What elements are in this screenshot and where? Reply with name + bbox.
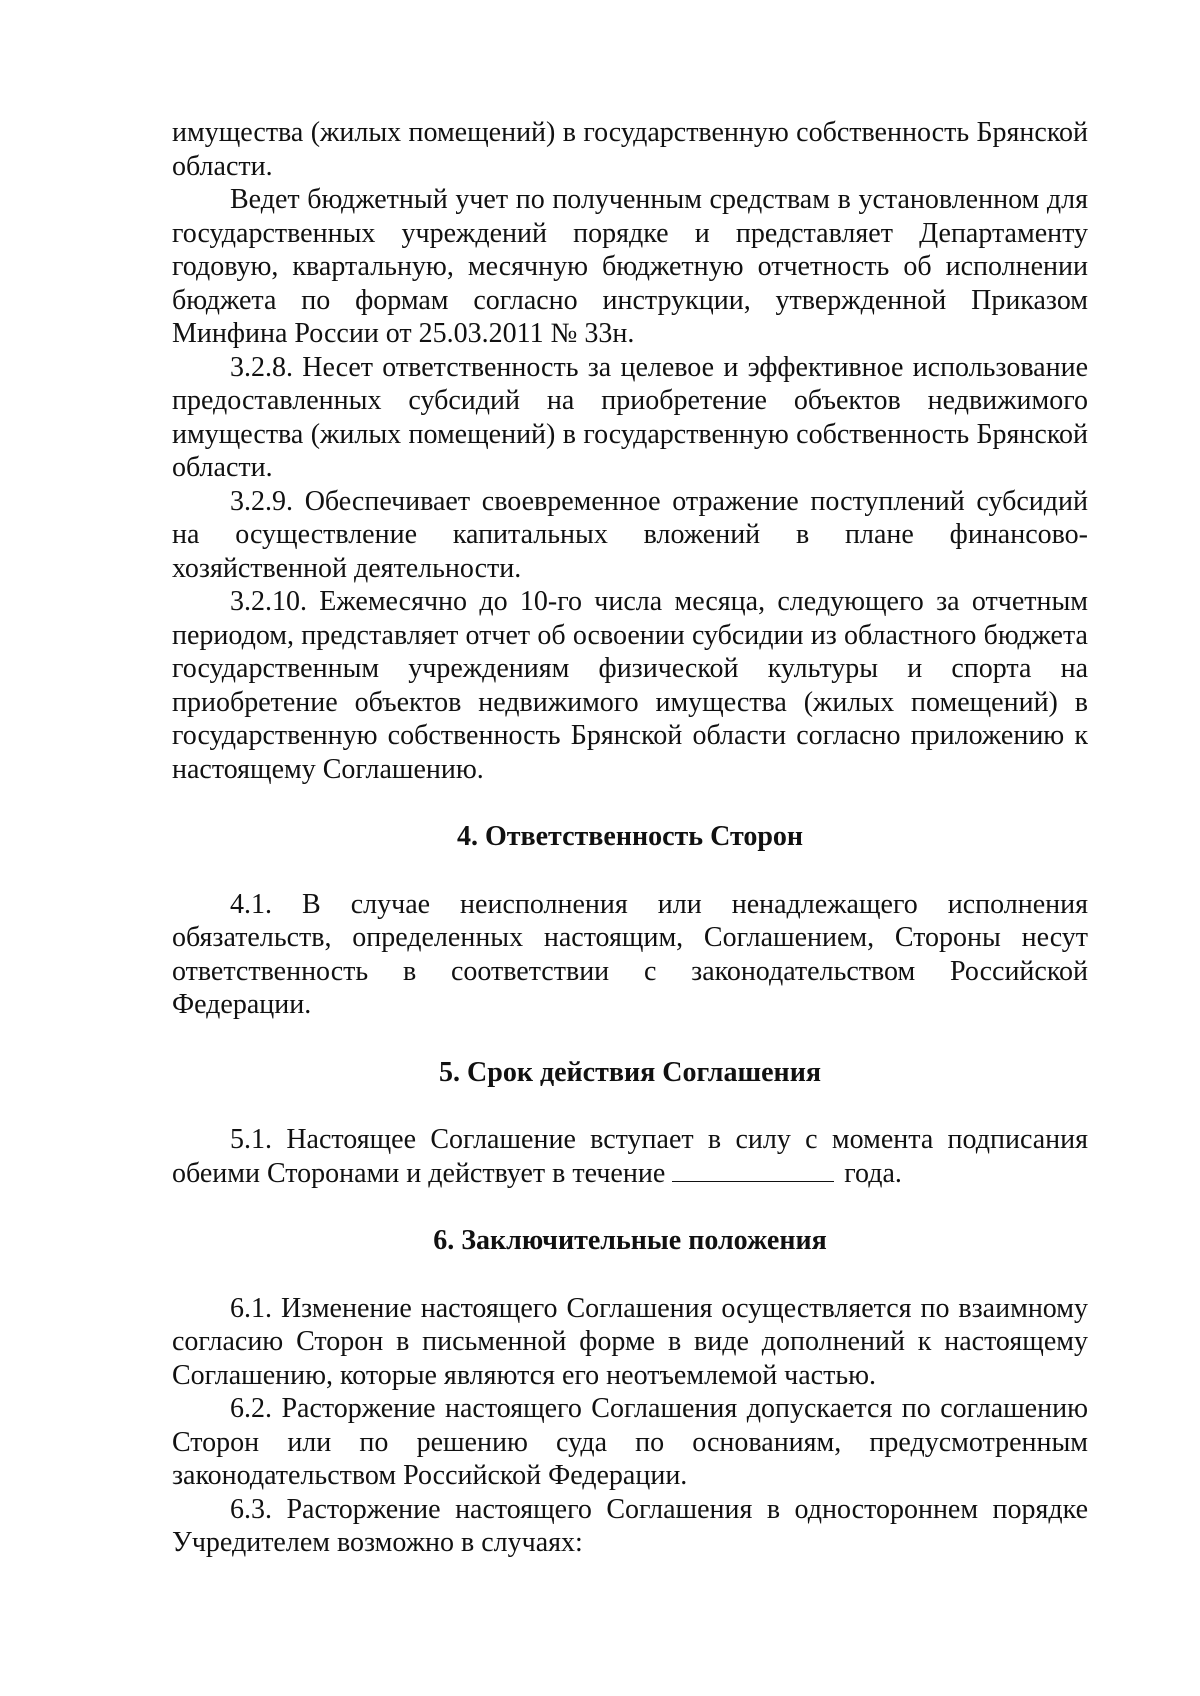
- document-body: [172, 116, 1088, 1560]
- paragraph-4-1: 4.1. В случае неисполнения или ненадлежащего исполнения обязательств, определенных настоящим, Соглашением, Стороны несут ответственность в соответствии с законодательством Российской Федерации.: [172, 888, 1088, 1020]
- section-heading-6: 6. Заключительные положения: [433, 1225, 827, 1256]
- paragraph-3-2-10: 3.2.10. Ежемесячно до 10-го числа месяца, следующего за отчетным периодом, представляет отчет об освоении субсидии из областного бюджета государственным учреждениям физической культуры и спорта на приобретение объектов недвижимого имущества (жилых помещений) в государственную собственность Брянской области согласно приложению к настоящему Соглашению.: [172, 586, 1088, 785]
- section-heading-4: 4. Ответственность Сторон: [456, 821, 804, 852]
- section-heading-5: 5. Срок действия Соглашения: [439, 1056, 821, 1088]
- term-blank-line: [672, 1157, 834, 1182]
- paragraph-3-2-9: 3.2.9. Обеспечивает своевременное отражение поступлений субсидий на осуществление капитальных вложений в плане финансово-хозяйственной деятельности.: [172, 485, 1088, 584]
- paragraph-6-2: 6.2. Расторжение настоящего Соглашения допускается по соглашению Сторон или по решению суда по основаниям, предусмотренным законодательством Российской Федерации.: [172, 1393, 1088, 1491]
- paragraph-5-1-text: 5.1. Настоящее Соглашение вступает в силу с момента подписания обеими Сторонами и действует в течение: [172, 1124, 1088, 1189]
- paragraph-carryover: имущества (жилых помещений) в государственную собственность Брянской области.: [172, 117, 1088, 182]
- paragraph-6-1: 6.1. Изменение настоящего Соглашения осуществляется по взаимному согласию Сторон в письменной форме в виде дополнений к настоящему Соглашению, которые являются его неотъемлемой частью.: [172, 1292, 1088, 1391]
- paragraph-5-1-suffix: года.: [844, 1157, 902, 1189]
- paragraph-budget-accounting: Ведет бюджетный учет по полученным средствам в установленном для государственных учреждений порядке и представляет Департаменту годовую, квартальную, месячную бюджетную отчетность об исполнении бюджета по формам согласно инструкции, утвержденной Приказом Минфина России от 25.03.2011 № 33н.: [172, 184, 1088, 349]
- paragraph-5-1: [172, 1123, 1088, 1190]
- paragraph-3-2-8: 3.2.8. Несет ответственность за целевое и эффективное использование предоставленных субсидий на приобретение объектов недвижимого имущества (жилых помещений) в государственную собственность Брянской области.: [172, 351, 1088, 483]
- paragraph-6-3: 6.3. Расторжение настоящего Соглашения в одностороннем порядке Учредителем возможно в случаях:: [172, 1493, 1088, 1558]
